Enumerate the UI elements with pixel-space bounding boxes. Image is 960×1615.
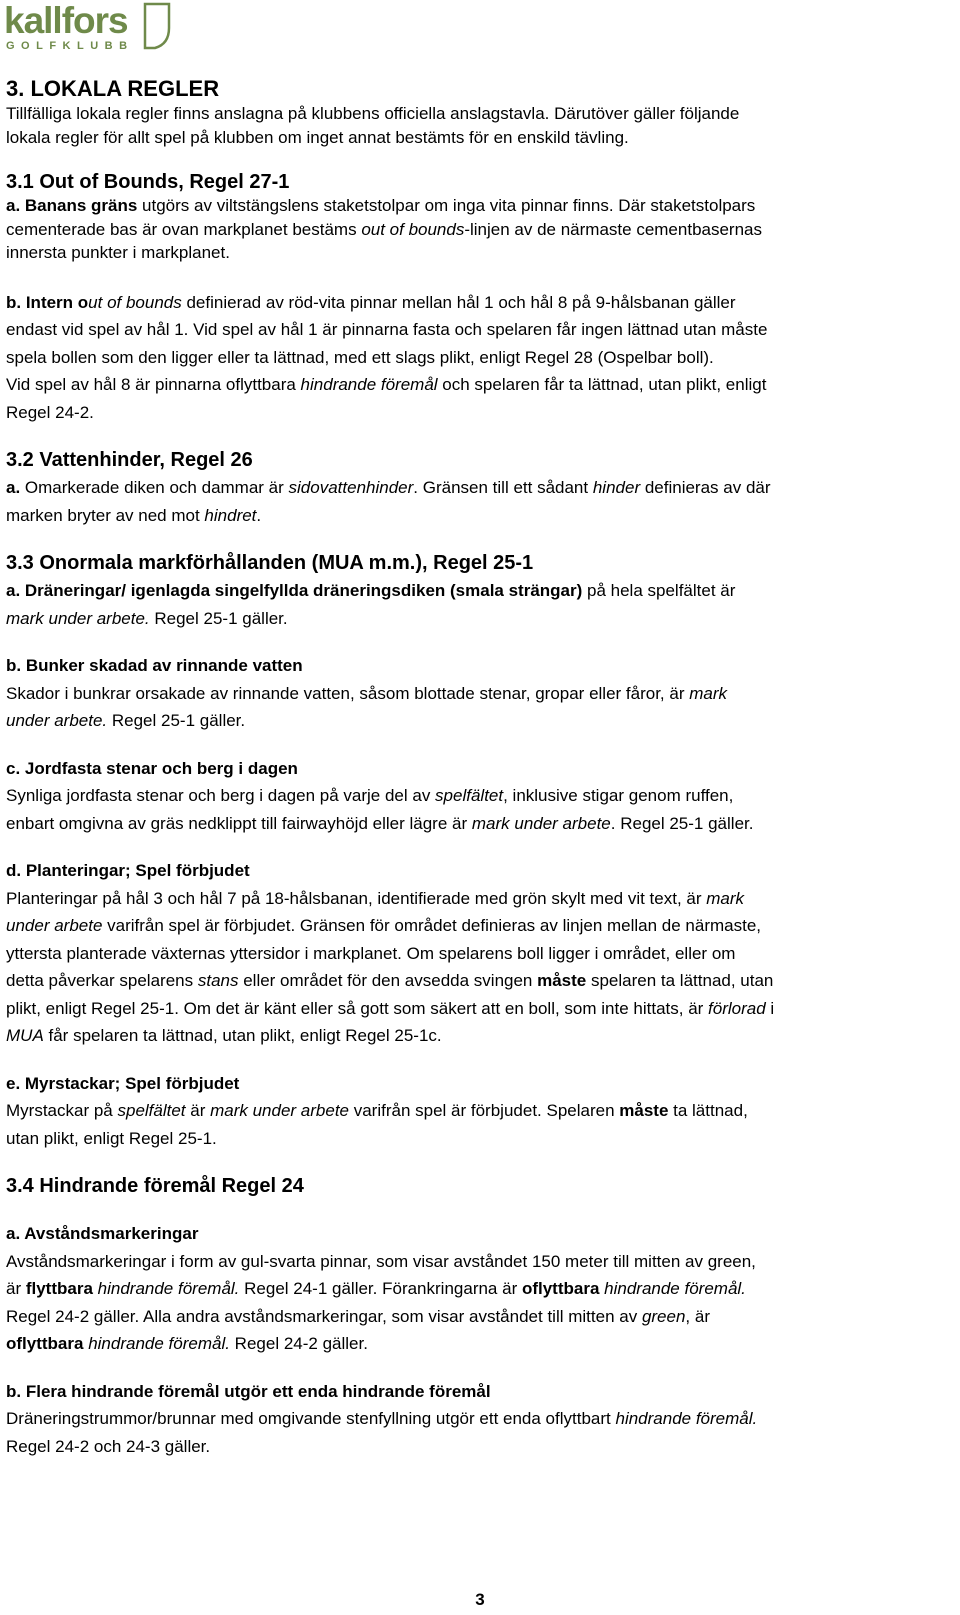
s33-b-title: b. Bunker skadad av rinnande vatten (6, 656, 303, 675)
page-number: 3 (475, 1590, 485, 1609)
s34-a-line-2: är flyttbara hindrande föremål. Regel 24-1 gäller. Förankringarna är oflyttbara hindrande föremål. (6, 1279, 746, 1298)
s32-line-2: marken bryter av ned mot hindret. (6, 505, 262, 525)
s33-c-line-2: enbart omgivna av gräs nedklippt till fairwayhöjd eller lägre är mark under arbete. Regel 25-1 gäller. (6, 813, 754, 833)
s33-e-title: e. Myrstackar; Spel förbjudet (6, 1073, 240, 1093)
document-page (6, 76, 936, 1460)
s34-b-title: b. Flera hindrande föremål utgör ett enda hindrande föremål (6, 1381, 491, 1401)
s33-d-line-6: MUA får spelaren ta lättnad, utan plikt, enligt Regel 25-1c. (6, 1026, 442, 1045)
s34-a-line-3: Regel 24-2 gäller. Alla andra avståndsmarkeringar, som visar avståndet till mitten av green, är (6, 1306, 710, 1326)
logo-wordmark: kallfors (4, 0, 128, 41)
s33-a-line-2: mark under arbete. Regel 25-1 gäller. (6, 608, 288, 628)
s31-a-line-2: cementerade bas är ovan markplanet bestäms out of bounds-linjen av de närmaste cementbasernas (6, 219, 763, 239)
s33-d-line-1: Planteringar på hål 3 och hål 7 på 18-hålsbanan, identifierade med grön skylt med vit text, är mark (6, 888, 745, 908)
s31-b-line-2: endast vid spel av hål 1. Vid spel av hål 1 är pinnarna fasta och spelaren får ingen lättnad utan måste (6, 320, 768, 339)
s31-b-line-1: b. Intern out of bounds definierad av röd-vita pinnar mellan hål 1 och hål 8 på 9-hålsbanan gäller (6, 292, 736, 312)
s33-a-line-1: a. Dräneringar/ igenlagda singelfyllda dräneringsdiken (smala strängar) på hela spelfältet är (6, 581, 736, 600)
section-3-3-title: 3.3 Onormala markförhållanden (MUA m.m.), Regel 25-1 (6, 552, 534, 574)
s33-d-title: d. Planteringar; Spel förbjudet (6, 861, 250, 880)
s31-b-line-5: Regel 24-2. (6, 402, 94, 422)
s33-e-line-1: Myrstackar på spelfältet är mark under arbete varifrån spel är förbjudet. Spelaren måste ta lättnad, (6, 1101, 748, 1120)
section-3-4-title: 3.4 Hindrande föremål Regel 24 (6, 1175, 304, 1197)
s33-b-line-2: under arbete. Regel 25-1 gäller. (6, 711, 246, 730)
s34-b-line-1: Dräneringstrummor/brunnar med omgivande stenfyllning utgör ett enda oflyttbart hindrande föremål. (6, 1409, 758, 1428)
intro-line-1: Tillfälliga lokala regler finns anslagna på klubbens officiella anslagstavla. Därutöver gäller följande (6, 104, 740, 123)
s34-a-line-1: Avståndsmarkeringar i form av gul-svarta pinnar, som visar avståndet 150 meter till mitten av green, (6, 1251, 756, 1271)
s33-c-title: c. Jordfasta stenar och berg i dagen (6, 758, 298, 778)
s33-d-line-2: under arbete varifrån spel är förbjudet. Gränsen för området definieras av linjen mellan de närmaste, (6, 916, 762, 935)
kallfors-logo (4, 0, 172, 52)
logo-subtitle: GOLFKLUBB (6, 40, 134, 52)
s31-b-line-3: spela bollen som den ligger eller ta lättnad, med ett slags plikt, enligt Regel 28 (Ospelbar boll). (6, 347, 714, 367)
s34-b-line-2: Regel 24-2 och 24-3 gäller. (6, 1436, 211, 1456)
intro-line-2: lokala regler för allt spel på klubben om inget annat bestämts för en enskild tävling. (6, 127, 629, 147)
section-3-1-title: 3.1 Out of Bounds, Regel 27-1 (6, 171, 290, 193)
s31-b-line-4: Vid spel av hål 8 är pinnarna oflyttbara hindrande föremål och spelaren får ta lättnad, utan plikt, enligt (6, 375, 767, 394)
s33-d-line-5: plikt, enligt Regel 25-1. Om det är känt eller så gott som säkert att en boll, som inte hittats, är förlorad i (6, 998, 775, 1018)
section-3-2-title: 3.2 Vattenhinder, Regel 26 (6, 449, 253, 471)
s33-b-line-1: Skador i bunkrar orsakade av rinnande vatten, såsom blottade stenar, gropar eller fåror, är mark (6, 683, 727, 703)
s32-line-1: a. Omarkerade diken och dammar är sidovattenhinder. Gränsen till ett sådant hinder definieras av där (6, 478, 771, 497)
page-title: 3. LOKALA REGLER (6, 76, 220, 101)
s33-d-line-4: detta påverkar spelarens stans eller området för den avsedda svingen måste spelaren ta lättnad, utan (6, 971, 774, 990)
s31-a-line-3: innersta punkter i markplanet. (6, 243, 230, 262)
s33-c-line-1: Synliga jordfasta stenar och berg i dagen på varje del av spelfältet, inklusive stigar genom ruffen, (6, 786, 734, 805)
kallfors-logo-mark (4, 0, 172, 52)
s31-a-line-1: a. Banans gräns utgörs av viltstängslens staketstolpar om inga vita pinnar finns. Där staketstolpars (6, 196, 756, 215)
s33-e-line-2: utan plikt, enligt Regel 25-1. (6, 1128, 217, 1148)
s33-d-line-3: yttersta planterade växternas yttersidor i markplanet. Om spelarens boll ligger i området, eller om (6, 943, 736, 963)
s34-a-title: a. Avståndsmarkeringar (6, 1224, 199, 1243)
s34-a-line-4: oflyttbara hindrande föremål. Regel 24-2 gäller. (6, 1334, 368, 1353)
